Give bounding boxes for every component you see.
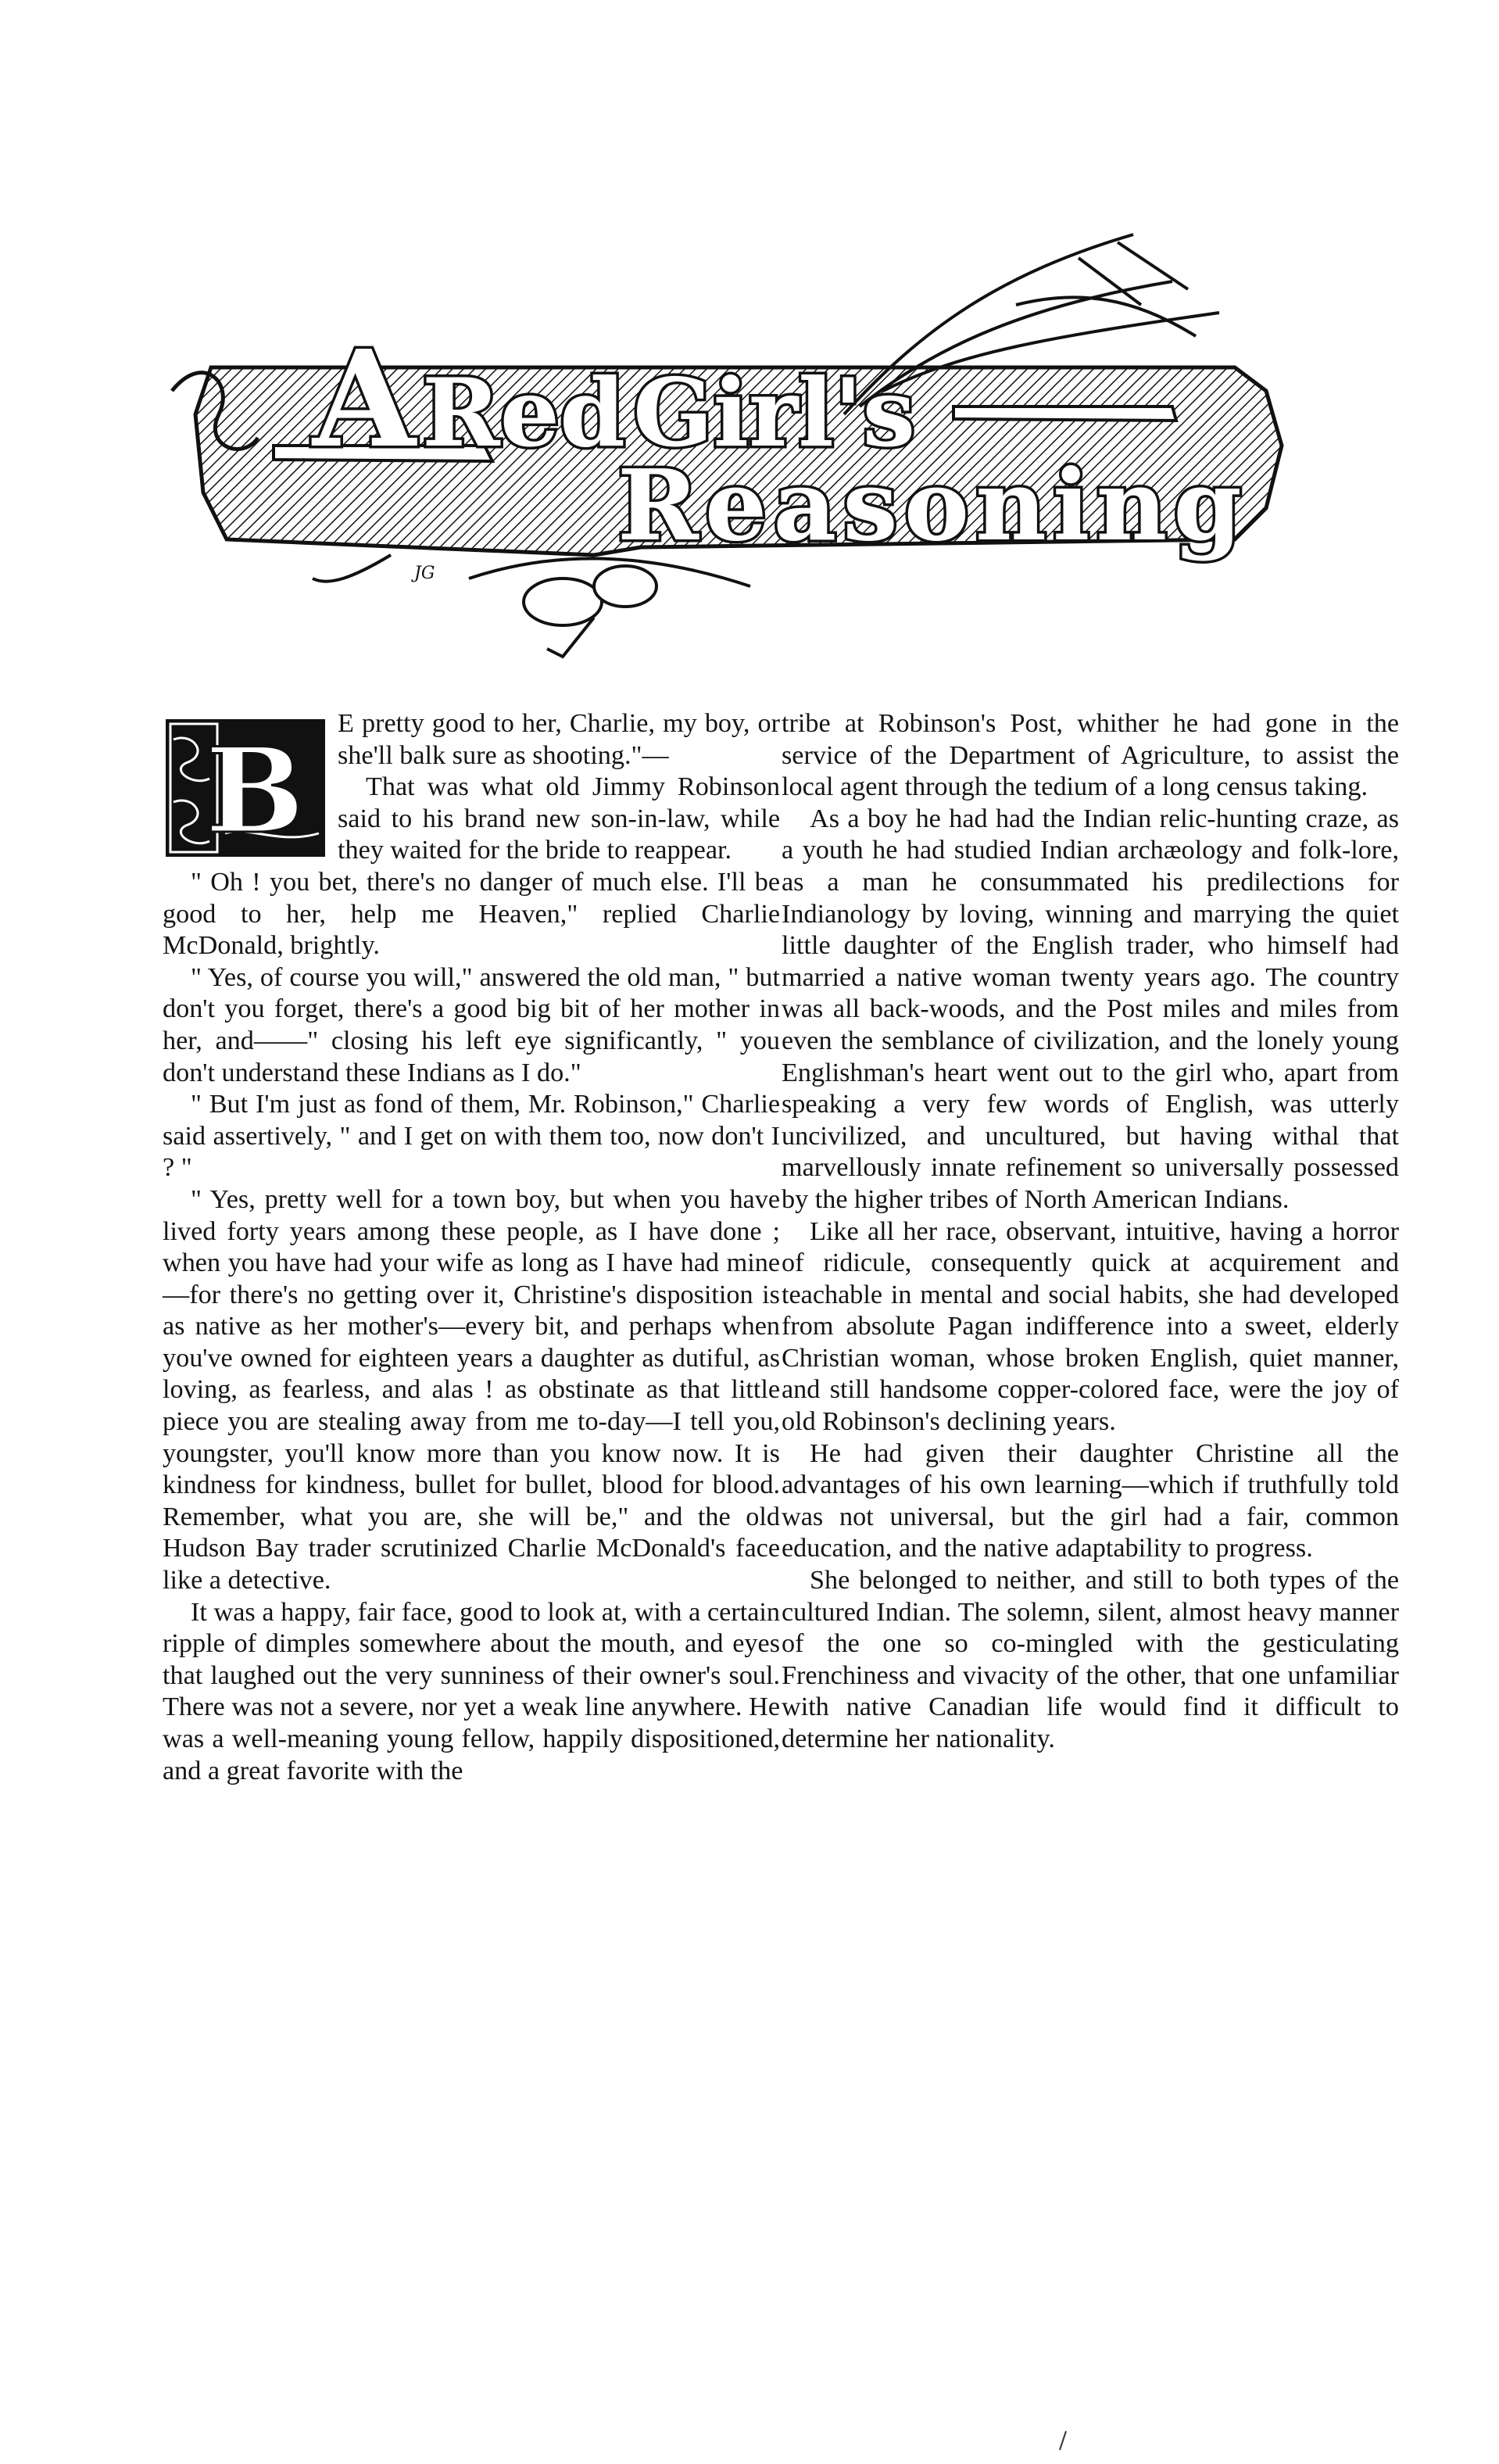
paragraph: She belonged to neither, and still to both types of the cultured Indian. The solemn, silent, almost heavy manner of the one so co-mingled with the gesticulating Frenchiness and vivacity of the other, that one unfamiliar with native Canadian life would find it difficult to determine her nationality. <box>782 1566 1399 1753</box>
title-word-girls: Girl's <box>633 358 916 468</box>
paragraph: " Oh ! you bet, there's no danger of much else. I'll be good to her, help me Heaven," replied Charlie McDonald, brightly. <box>163 867 780 961</box>
title-word-a: A <box>313 321 416 478</box>
paragraph: " But I'm just as fond of them, Mr. Robinson," Charlie said assertively, " and I get on with them too, now don't I ? " <box>163 1090 780 1183</box>
paragraph: " Yes, pretty well for a town boy, but when you have lived forty years among these people, as I have done ; when you have had your wife as long as I have had mine—for there's no getting over it, Christine's disposition is as native as her mother's—every bit, and perhaps when you've owned for eighteen years a daughter as dutiful, as loving, as fearless, and alas ! as obstinate as that little piece you are stealing away from me to-day—I tell you, youngster, you'll know more than you know now. It is kindness for kindness, bullet for bullet, blood for blood. Remember, what you are, she will be," and the old Hudson Bay trader scrutinized Charlie McDonald's face like a detective. <box>163 1184 780 1596</box>
flower-ornament <box>313 555 750 657</box>
paragraph: " Yes, of course you will," answered the old man, " but don't you forget, there's a good big bit of her mother in her, and——" closing his left eye significantly, " you don't understand these Indians as I do." <box>163 962 780 1087</box>
underline-bar <box>953 406 1176 421</box>
paragraph: tribe at Robinson's Post, whither he had gone in the service of the Department of Agriculture, to assist the local agent through the tedium of a long census taking. <box>782 709 1399 802</box>
drop-cap <box>163 716 328 860</box>
drop-cap-letter: B <box>205 722 305 860</box>
paragraph: E pretty good to her, Charlie, my boy, or she'll balk sure as shooting."— <box>338 709 780 770</box>
paragraph: That was what old Jimmy Robinson said to his brand new son-in-law, while they waited for the bride to reappear. <box>338 772 780 865</box>
paragraph: He had given their daughter Christine all the advantages of his own learning—which if truthfully told was not universal, but the girl had a fair, common education, and the native adaptability to progress. <box>782 1438 1399 1563</box>
left-column <box>163 708 780 1787</box>
right-column <box>782 708 1399 1756</box>
paragraph: It was a happy, fair face, good to look at, with a certain ripple of dimples somewhere about the mouth, and eyes that laughed out the very sunniness of their owner's soul. There was not a severe, nor yet a weak line anywhere. He was a well-meaning young fellow, happily dispositioned, and a great favorite with the <box>163 1597 780 1785</box>
title-banner <box>156 211 1313 664</box>
page-mark <box>1057 2430 1069 2451</box>
artist-monogram: JG <box>414 564 435 583</box>
paragraph: As a boy he had had the Indian relic-hunting craze, as a youth he had studied Indian archæology and folk-lore, as a man he consummated his predilections for Indianology by loving, winning and marrying the quiet little daughter of the English trader, who himself had married a native woman twenty years ago. The country was all back-woods, and the Post miles and miles from even the semblance of civilization, and the lonely young Englishman's heart went out to the girl who, apart from speaking a very few words of English, was utterly uncivilized, and uncultured, but having withal that marvellously innate refinement so universally possessed by the higher tribes of North American Indians. <box>782 804 1399 1214</box>
paragraph: Like all her race, observant, intuitive, having a horror of ridicule, consequently quick at acquirement and teachable in mental and social habits, she had developed from absolute Pagan indifference into a sweet, elderly Christian woman, whose broken English, quiet manner, and still handsome copper-colored face, were the joy of old Robinson's declining years. <box>782 1216 1399 1437</box>
title-word-red: Red <box>422 358 625 468</box>
title-line-2: Reasoning <box>617 449 1248 563</box>
